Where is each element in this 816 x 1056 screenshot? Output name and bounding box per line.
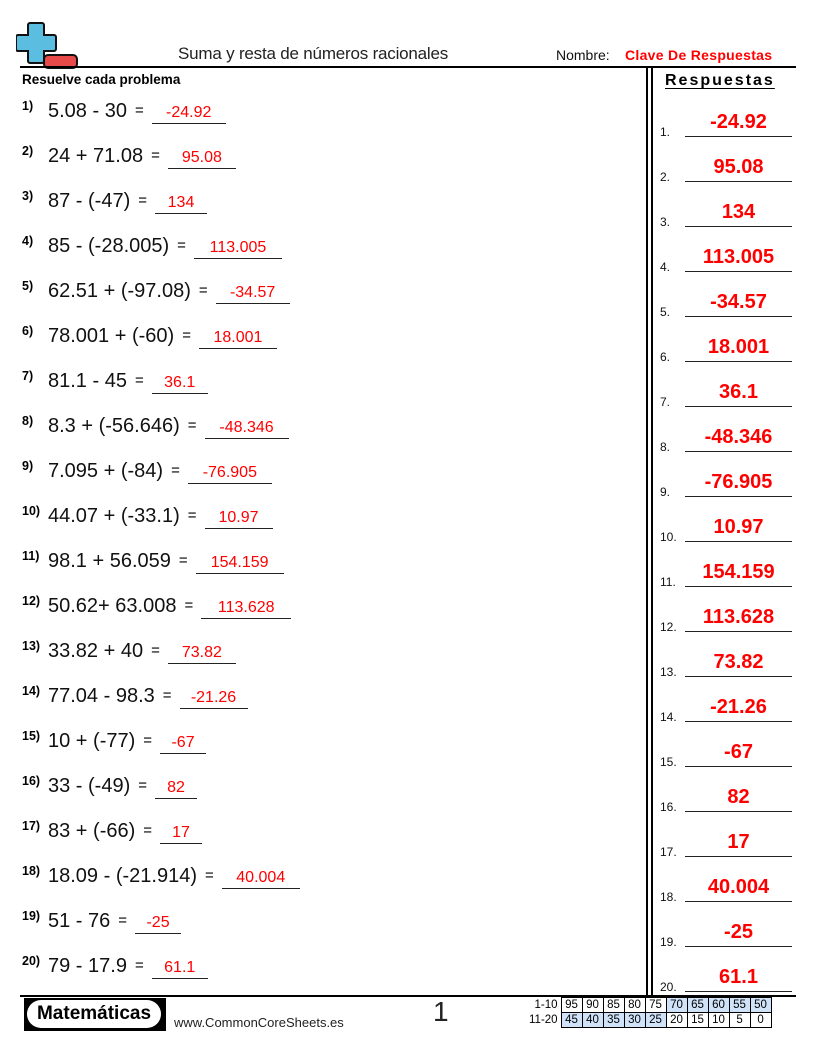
- answer-value: 61.1: [719, 966, 758, 988]
- equals-sign: =: [184, 597, 194, 614]
- problem-expression: 44.07 + (-33.1): [48, 505, 180, 527]
- problem-expression: 85 - (-28.005): [48, 235, 170, 257]
- problem-expression: 51 - 76: [48, 910, 111, 932]
- answer-value: 154.159: [702, 561, 775, 583]
- score-cell: 50: [750, 998, 771, 1013]
- answer-value: 17: [727, 831, 750, 853]
- answer-number: 7.: [660, 395, 671, 409]
- answer-key-row: [660, 604, 792, 634]
- problem-number: 12): [22, 594, 41, 608]
- answer-blank[interactable]: 36.1: [152, 373, 208, 394]
- answer-blank[interactable]: -67: [160, 733, 206, 754]
- answer-line: [685, 541, 792, 542]
- problem-number: 8): [22, 414, 34, 428]
- answer-blank[interactable]: -48.346: [205, 418, 289, 439]
- problem-3: [22, 190, 207, 220]
- answer-line: [685, 496, 792, 497]
- answer-blank[interactable]: 113.628: [201, 598, 291, 619]
- brand-label: Matemáticas: [27, 1000, 161, 1028]
- answer-number: 10.: [660, 530, 677, 544]
- problem-20: [22, 955, 208, 985]
- answer-blank[interactable]: -25: [135, 913, 181, 934]
- answer-line: [685, 676, 792, 677]
- problem-17: [22, 820, 202, 850]
- answer-blank[interactable]: -34.57: [216, 283, 290, 304]
- equals-sign: =: [134, 957, 144, 974]
- answer-number: 5.: [660, 305, 671, 319]
- equals-sign: =: [198, 282, 208, 299]
- answer-line: [685, 316, 792, 317]
- answer-value: -21.26: [710, 696, 767, 718]
- problem-expression: 8.3 + (-56.646): [48, 415, 180, 437]
- problem-number: 1): [22, 99, 34, 113]
- answer-value: -24.92: [710, 111, 767, 133]
- problem-14: [22, 685, 248, 715]
- problem-number: 6): [22, 324, 34, 338]
- answer-number: 14.: [660, 710, 677, 724]
- answer-key-row: [660, 784, 792, 814]
- worksheet-title: Suma y resta de números racionales: [178, 44, 449, 63]
- name-value: Clave De Respuestas: [625, 47, 773, 63]
- equals-sign: =: [178, 552, 188, 569]
- answer-number: 17.: [660, 845, 677, 859]
- answer-blank[interactable]: 82: [155, 778, 197, 799]
- answer-line: [685, 991, 792, 992]
- problem-1: [22, 100, 226, 130]
- answer-key-row: [660, 154, 792, 184]
- problem-expression: 77.04 - 98.3: [48, 685, 155, 707]
- answer-number: 9.: [660, 485, 671, 499]
- answer-value: 95.08: [713, 156, 764, 178]
- problem-number: 3): [22, 189, 34, 203]
- answer-blank[interactable]: 134: [155, 193, 207, 214]
- page-number: 1: [433, 996, 449, 1027]
- problem-19: [22, 910, 181, 940]
- answer-key-row: [660, 964, 792, 994]
- equals-sign: =: [138, 777, 148, 794]
- answer-number: 2.: [660, 170, 671, 184]
- score-table: [527, 997, 772, 1028]
- problem-number: 18): [22, 864, 41, 878]
- problem-expression: 98.1 + 56.059: [48, 550, 171, 572]
- answer-key-row: [660, 379, 792, 409]
- column-divider-right: [651, 68, 653, 995]
- problem-number: 5): [22, 279, 34, 293]
- score-row-11-20: [527, 1013, 771, 1028]
- answer-key-row: [660, 244, 792, 274]
- answer-key-row: [660, 694, 792, 724]
- problem-number: 9): [22, 459, 34, 473]
- answer-line: [685, 181, 792, 182]
- problem-number: 7): [22, 369, 34, 383]
- answer-key-row: [660, 739, 792, 769]
- answer-line: [685, 136, 792, 137]
- equals-sign: =: [204, 867, 214, 884]
- answer-value: 82: [727, 786, 750, 808]
- answer-number: 18.: [660, 890, 677, 904]
- answer-value: 113.628: [702, 606, 775, 628]
- answer-number: 19.: [660, 935, 677, 949]
- answer-number: 1.: [660, 125, 671, 139]
- plus-minus-logo-icon: [16, 21, 80, 69]
- answer-value: -34.57: [710, 291, 767, 313]
- answer-line: [685, 721, 792, 722]
- score-cell: 15: [687, 1013, 708, 1028]
- score-cell: 70: [666, 998, 687, 1013]
- score-cell: 60: [708, 998, 729, 1013]
- answer-blank[interactable]: 40.004: [222, 868, 300, 889]
- answer-line: [685, 946, 792, 947]
- equals-sign: =: [151, 642, 160, 659]
- problem-11: [22, 550, 284, 580]
- equals-sign: =: [171, 462, 180, 479]
- score-cell: 30: [624, 1013, 645, 1028]
- answer-key-row: [660, 334, 792, 364]
- header-divider: [20, 66, 796, 68]
- problem-4: [22, 235, 282, 265]
- instructions: Resuelve cada problema: [22, 72, 181, 87]
- answer-value: 36.1: [719, 381, 758, 403]
- answer-value: 134: [721, 201, 756, 223]
- answer-line: [685, 811, 792, 812]
- score-cell: 25: [645, 1013, 666, 1028]
- problem-expression: 50.62+ 63.008: [48, 595, 177, 617]
- answer-line: [685, 856, 792, 857]
- answer-number: 12.: [660, 620, 677, 634]
- answer-line: [685, 451, 792, 452]
- problem-expression: 33.82 + 40: [48, 640, 144, 662]
- answer-key-row: [660, 514, 792, 544]
- score-row-label: 1-10: [534, 999, 558, 1011]
- answer-number: 16.: [660, 800, 677, 814]
- problem-number: 14): [22, 684, 41, 698]
- score-cell: 80: [624, 998, 645, 1013]
- problem-16: [22, 775, 197, 805]
- problem-expression: 62.51 + (-97.08): [48, 280, 191, 302]
- answer-key-row: [660, 874, 792, 904]
- answer-key-row: [660, 424, 792, 454]
- answer-blank[interactable]: 73.82: [168, 643, 236, 664]
- problem-13: [22, 640, 236, 670]
- answer-number: 20.: [660, 980, 677, 994]
- score-cell: 10: [708, 1013, 729, 1028]
- answer-blank[interactable]: 17: [160, 823, 202, 844]
- answer-line: [685, 586, 792, 587]
- score-cell: 65: [687, 998, 708, 1013]
- score-cell: 55: [729, 998, 750, 1013]
- score-row-1-10: [527, 998, 771, 1013]
- answer-key-row: [660, 919, 792, 949]
- score-cell: 75: [645, 998, 666, 1013]
- problem-number: 17): [22, 819, 41, 833]
- name-label: Nombre:: [556, 47, 610, 63]
- answer-line: [685, 361, 792, 362]
- problem-expression: 33 - (-49): [48, 775, 131, 797]
- answer-blank[interactable]: -24.92: [152, 103, 226, 124]
- answer-line: [685, 901, 792, 902]
- answer-number: 15.: [660, 755, 677, 769]
- answer-line: [685, 631, 792, 632]
- answer-number: 11.: [660, 575, 676, 589]
- answer-key-row: [660, 109, 792, 139]
- equals-sign: =: [143, 732, 153, 749]
- equals-sign: =: [118, 912, 128, 929]
- equals-sign: =: [187, 417, 197, 434]
- answer-value: -48.346: [704, 426, 773, 448]
- score-cell: 90: [582, 998, 603, 1013]
- problem-5: [22, 280, 290, 310]
- answer-value: 10.97: [713, 516, 764, 538]
- problem-number: 15): [22, 729, 41, 743]
- score-cell: 95: [561, 998, 582, 1013]
- equals-sign: =: [177, 237, 186, 254]
- answer-value: -67: [724, 741, 753, 763]
- problem-number: 4): [22, 234, 34, 248]
- problem-expression: 24 + 71.08: [48, 145, 144, 167]
- problem-9: [22, 460, 272, 490]
- problem-expression: 81.1 - 45: [48, 370, 127, 392]
- answer-value: 73.82: [713, 651, 764, 673]
- answer-key-row: [660, 559, 792, 589]
- problem-number: 11): [22, 549, 40, 563]
- problem-number: 13): [22, 639, 41, 653]
- equals-sign: =: [134, 372, 144, 389]
- problem-expression: 5.08 - 30: [48, 100, 127, 122]
- problem-15: [22, 730, 206, 760]
- answer-key-row: [660, 829, 792, 859]
- equals-sign: =: [187, 507, 197, 524]
- score-cell: 35: [603, 1013, 624, 1028]
- answer-value: -25: [724, 921, 753, 943]
- problem-expression: 10 + (-77): [48, 730, 136, 752]
- column-divider-left: [646, 68, 648, 995]
- answer-line: [685, 406, 792, 407]
- answer-blank[interactable]: 18.001: [199, 328, 277, 349]
- answer-blank[interactable]: -21.26: [180, 688, 248, 709]
- answer-value: 113.005: [702, 246, 775, 268]
- equals-sign: =: [162, 687, 172, 704]
- problem-2: [22, 145, 236, 175]
- problem-8: [22, 415, 289, 445]
- answer-blank[interactable]: -76.905: [188, 463, 272, 484]
- problem-number: 10): [22, 504, 41, 518]
- answer-line: [685, 766, 792, 767]
- problem-number: 20): [22, 954, 41, 968]
- problem-12: [22, 595, 291, 625]
- answer-value: 18.001: [707, 336, 770, 358]
- problem-10: [22, 505, 273, 535]
- problem-expression: 18.09 - (-21.914): [48, 865, 197, 887]
- answer-line: [685, 226, 792, 227]
- score-cell: 40: [582, 1013, 603, 1028]
- answer-number: 3.: [660, 215, 671, 229]
- score-row-label: 11-20: [529, 1014, 558, 1026]
- answer-key-row: [660, 199, 792, 229]
- equals-sign: =: [134, 102, 144, 119]
- answer-number: 6.: [660, 350, 671, 364]
- equals-sign: =: [151, 147, 160, 164]
- answer-blank[interactable]: 113.005: [194, 238, 282, 259]
- answer-value: 40.004: [707, 876, 770, 898]
- answer-line: [685, 271, 792, 272]
- answer-blank[interactable]: 10.97: [205, 508, 273, 529]
- answer-key-row: [660, 649, 792, 679]
- equals-sign: =: [138, 192, 148, 209]
- problem-number: 2): [22, 144, 34, 158]
- problem-expression: 78.001 + (-60): [48, 325, 175, 347]
- score-cell: 0: [750, 1013, 771, 1028]
- score-cell: 5: [729, 1013, 750, 1028]
- site-link[interactable]: www.CommonCoreSheets.es: [174, 1015, 344, 1030]
- equals-sign: =: [143, 822, 153, 839]
- problem-number: 19): [22, 909, 41, 923]
- answer-number: 4.: [660, 260, 671, 274]
- problem-expression: 79 - 17.9: [48, 955, 127, 977]
- equals-sign: =: [182, 327, 191, 344]
- answers-title: Respuestas: [665, 72, 775, 89]
- problem-7: [22, 370, 208, 400]
- problem-expression: 87 - (-47): [48, 190, 131, 212]
- answer-blank[interactable]: 95.08: [168, 148, 236, 169]
- answer-blank[interactable]: 154.159: [196, 553, 284, 574]
- answer-blank[interactable]: 61.1: [152, 958, 208, 979]
- answer-number: 8.: [660, 440, 671, 454]
- score-cell: 85: [603, 998, 624, 1013]
- problem-expression: 83 + (-66): [48, 820, 136, 842]
- answer-key-row: [660, 469, 792, 499]
- score-cell: 45: [561, 1013, 582, 1028]
- problem-number: 16): [22, 774, 41, 788]
- answer-value: -76.905: [704, 471, 773, 493]
- problem-6: [22, 325, 277, 355]
- answer-number: 13.: [660, 665, 677, 679]
- answer-key-row: [660, 289, 792, 319]
- problem-expression: 7.095 + (-84): [48, 460, 164, 482]
- score-cell: 20: [666, 1013, 687, 1028]
- problem-18: [22, 865, 300, 895]
